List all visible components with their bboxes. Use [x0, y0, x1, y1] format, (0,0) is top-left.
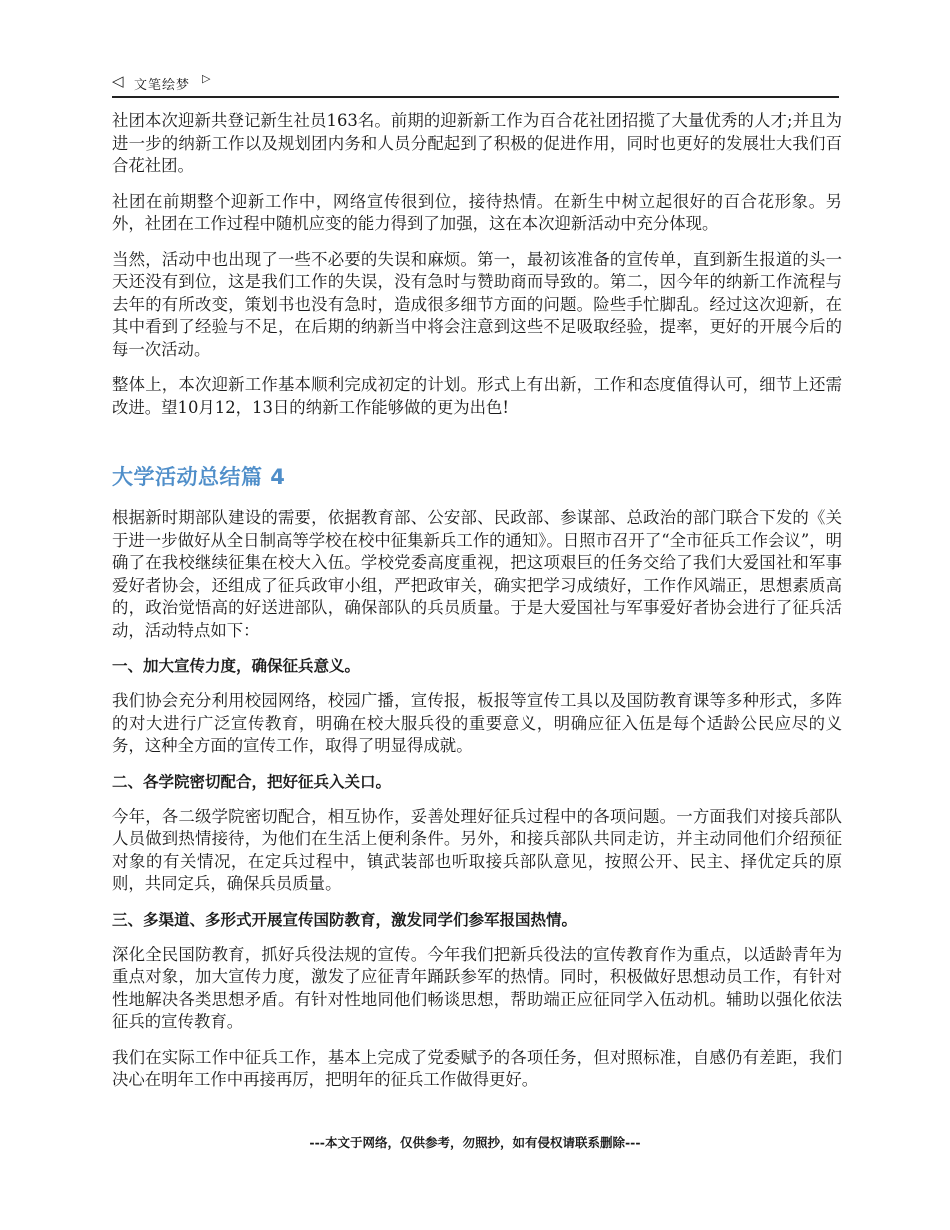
subheading-1: 一、加大宣传力度，确保征兵意义。 — [112, 657, 361, 675]
subheading-3: 三、多渠道、多形式开展宣传国防教育，激发同学们参军报国热情。 — [112, 910, 578, 929]
triangle-right-icon: ▷ — [202, 72, 211, 85]
paragraph: 整体上，本次迎新工作基本顺利完成初定的计划。形式上有出新，工作和态度值得认可，细节上还需改进。望10月12，13日的纳新工作能够做的更为出色! — [112, 375, 842, 417]
paragraph: 社团在前期整个迎新工作中，网络宣传很到位，接待热情。在新生中树立起很好的百合花形象。另外，社团在工作过程中随机应变的能力得到了加强，这在本次迎新活动中充分体现。 — [112, 191, 842, 233]
page-header — [112, 70, 839, 98]
paragraph: 社团本次迎新共登记新生社员163名。前期的迎新新工作为百合花社团招揽了大量优秀的人才;并且为进一步的纳新工作以及规划团内务和人员分配起到了积极的促进作用，同时也更好的发展壮大我们百合花社团。 — [112, 111, 842, 175]
paragraph: 深化全民国防教育，抓好兵役法规的宣传。今年我们把新兵役法的宣传教育作为重点，以适龄青年为重点对象，加大宣传力度，激发了应征青年踊跃参军的热情。同时，积极做好思想动员工作，有针对性地解决各类思想矛盾。有针对性地同他们畅谈思想，帮助端正应征同学入伍动机。辅助以强化依法征兵的宣传教育。 — [112, 944, 842, 1031]
document-body — [112, 110, 842, 1105]
paragraph: 我们协会充分利用校园网络，校园广播，宣传报，板报等宣传工具以及国防教育课等多种形式，多阵的对大进行广泛宣传教育，明确在校大服兵役的重要意义，明确应征入伍是每个适龄公民应尽的义务，这种全方面的宣传工作，取得了明显得成就。 — [112, 691, 842, 755]
paragraph: 我们在实际工作中征兵工作，基本上完成了党委赋予的各项任务，但对照标准，自感仍有差距，我们决心在明年工作中再接再厉，把明年的征兵工作做得更好。 — [112, 1047, 842, 1089]
brand-label: 文笔绘梦 — [134, 78, 191, 93]
paragraph: 当然，活动中也出现了一些不必要的失误和麻烦。第一，最初该准备的宣传单，直到新生报道的头一天还没有到位，这是我们工作的失误，没有急时与赞助商而导致的。第二，因今年的纳新工作流程与去年的有所改变，策划书也没有急时，造成很多细节方面的问题。险些手忙脚乱。经过这次迎新，在其中看到了经验与不足，在后期的纳新当中将会注意到这些不足吸取经验，提率，更好的开展今后的每一次活动。 — [112, 249, 842, 359]
section-intro: 根据新时期部队建设的需要，依据教育部、公安部、民政部、参谋部、总政治的部门联合下发的《关于进一步做好从全日制高等学校在校中征集新兵工作的通知》。日照市召开了“全市征兵工作会议”，明确了在我校继续征集在校大入伍。学校党委高度重视，把这项艰巨的任务交给了我们大爱国社和军事爱好者协会，还组成了征兵政审小组，严把政审关，确实把学习成绩好，工作作风端正，思想素质高的，政治觉悟高的好送进部队，确保部队的兵员质量。于是大爱国社与军事爱好者协会进行了征兵活动，活动特点如下： — [112, 508, 842, 640]
page-footer-disclaimer: ---本文于网络，仅供参考，勿照抄，如有侵权请联系删除--- — [309, 1135, 641, 1150]
triangle-left-icon: ◁ — [112, 72, 124, 90]
paragraph: 今年，各二级学院密切配合，相互协作，妥善处理好征兵过程中的各项问题。一方面我们对接兵部队人员做到热情接待，为他们在生活上便利条件。另外，和接兵部队共同走访，并主动同他们介绍预征对象的有关情况，在定兵过程中，镇武装部也听取接兵部队意见，按照公开、民主、择优定兵的原则，共同定兵，确保兵员质量。 — [112, 806, 842, 893]
subheading-2: 二、各学院密切配合，把好征兵入关口。 — [112, 772, 392, 791]
section-title: 大学活动总结篇 4 — [112, 465, 286, 489]
